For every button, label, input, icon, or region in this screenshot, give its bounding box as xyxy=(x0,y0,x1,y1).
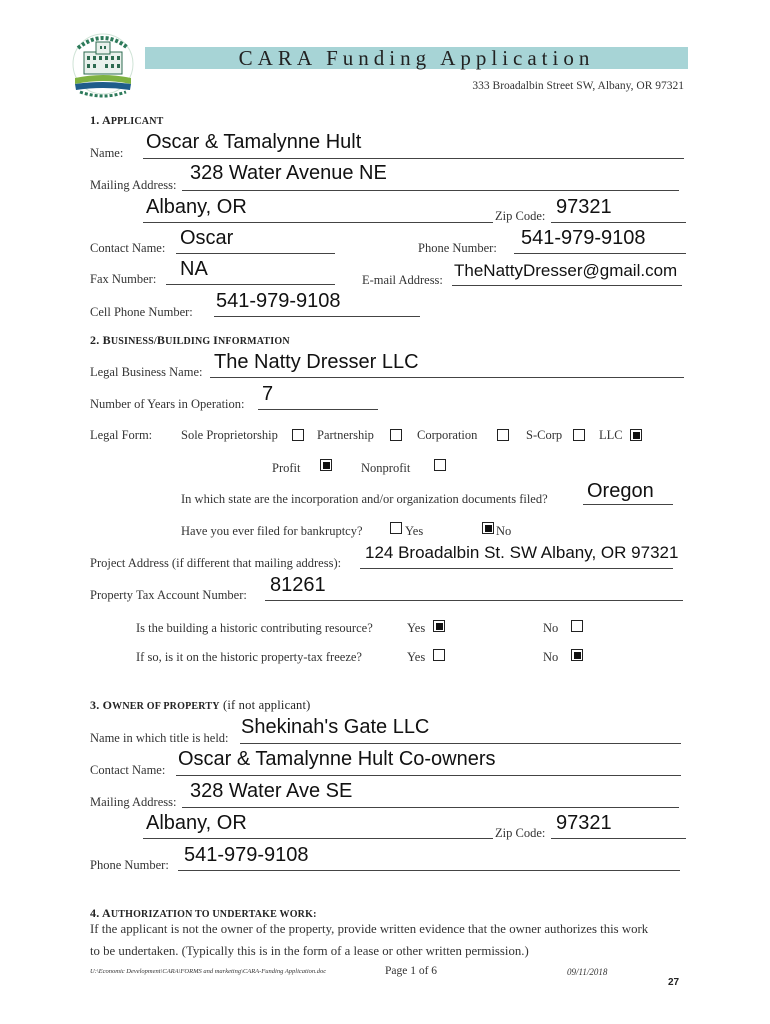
owner-zip-field[interactable]: 97321 xyxy=(556,812,612,834)
tax-account-field[interactable]: 81261 xyxy=(270,574,326,596)
owner-zip-label: Zip Code: xyxy=(495,826,546,840)
city-field[interactable]: Albany, OR xyxy=(146,196,247,218)
tax-account-label: Property Tax Account Number: xyxy=(90,588,247,602)
state-question: In which state are the incorporation and/or organization documents filed? xyxy=(181,492,548,506)
cell-phone-label: Cell Phone Number: xyxy=(90,305,193,319)
city-line xyxy=(143,222,493,223)
freeze-no-label: No xyxy=(543,650,559,664)
phone-number-field[interactable]: 541-979-9108 xyxy=(521,227,646,249)
years-in-operation-line xyxy=(258,409,378,410)
owner-phone-label: Phone Number: xyxy=(90,858,169,872)
email-line xyxy=(452,285,682,286)
owner-zip-line xyxy=(551,838,686,839)
corporation-checkbox[interactable] xyxy=(497,429,509,441)
s-corp-label: S-Corp xyxy=(526,428,563,442)
cell-phone-field[interactable]: 541-979-9108 xyxy=(216,290,341,312)
fax-number-line xyxy=(166,284,335,285)
corporation-label: Corporation xyxy=(417,428,478,442)
fax-number-field[interactable]: NA xyxy=(180,258,208,280)
profit-label: Profit xyxy=(272,461,301,475)
owner-contact-label: Contact Name: xyxy=(90,763,166,777)
phone-number-line xyxy=(514,253,686,254)
section4-heading: 4. AUTHORIZATION TO UNDERTAKE WORK: xyxy=(90,906,317,920)
years-in-operation-field[interactable]: 7 xyxy=(262,383,274,405)
legal-business-name-field[interactable]: The Natty Dresser LLC xyxy=(214,351,419,373)
email-label: E-mail Address: xyxy=(362,273,443,287)
fax-number-label: Fax Number: xyxy=(90,272,157,286)
project-address-line xyxy=(360,568,673,569)
email-field[interactable]: TheNattyDresser@gmail.com xyxy=(454,261,678,280)
footer-file-path: U:\Economic Development\CARA\FORMS and marketing\CARA-Funding Application.doc xyxy=(90,968,327,975)
title-holder-line xyxy=(240,743,681,744)
freeze-question: If so, is it on the historic property-tax freeze? xyxy=(136,650,362,664)
historic-yes-label: Yes xyxy=(407,621,426,635)
title-holder-field[interactable]: Shekinah's Gate LLC xyxy=(241,716,430,738)
project-address-label: Project Address (if different that mailing address): xyxy=(90,556,342,570)
city-logo xyxy=(70,28,136,100)
sole-proprietorship-label: Sole Proprietorship xyxy=(181,428,278,442)
zip-field[interactable]: 97321 xyxy=(556,196,612,218)
llc-checkbox[interactable] xyxy=(630,429,642,441)
mailing-address-line xyxy=(182,190,679,191)
bankruptcy-question: Have you ever filed for bankruptcy? xyxy=(181,524,363,538)
historic-yes-checkbox[interactable] xyxy=(433,620,445,632)
legal-business-name-label: Legal Business Name: xyxy=(90,365,203,379)
legal-business-name-line xyxy=(210,377,684,378)
zip-label: Zip Code: xyxy=(495,209,546,223)
section3-heading: 3. OWNER OF PROPERTY (if not applicant) xyxy=(90,698,311,712)
header-address: 333 Broadalbin Street SW, Albany, OR 97321 xyxy=(472,80,684,92)
freeze-yes-label: Yes xyxy=(407,650,426,664)
owner-mailing-label: Mailing Address: xyxy=(90,795,177,809)
contact-name-field[interactable]: Oscar xyxy=(180,227,234,249)
owner-phone-line xyxy=(178,870,680,871)
project-address-field[interactable]: 124 Broadalbin St. SW Albany, OR 97321 xyxy=(365,543,679,562)
bankruptcy-no-label: No xyxy=(496,524,512,538)
years-in-operation-label: Number of Years in Operation: xyxy=(90,397,245,411)
section2-heading: 2. BUSINESS/BUILDING INFORMATION xyxy=(90,333,290,347)
owner-phone-field[interactable]: 541-979-9108 xyxy=(184,844,309,866)
authorization-text-1: If the applicant is not the owner of the property, provide written evidence that the owner authorizes this work xyxy=(90,922,649,936)
phone-number-label: Phone Number: xyxy=(418,241,497,255)
historic-no-checkbox[interactable] xyxy=(571,620,583,632)
form-title: CARA Funding Application xyxy=(238,46,595,70)
legal-form-label: Legal Form: xyxy=(90,428,153,442)
profit-checkbox[interactable] xyxy=(320,459,332,471)
freeze-no-checkbox[interactable] xyxy=(571,649,583,661)
historic-question: Is the building a historic contributing resource? xyxy=(136,621,373,635)
mailing-address-label: Mailing Address: xyxy=(90,178,177,192)
partnership-checkbox[interactable] xyxy=(390,429,402,441)
bankruptcy-yes-label: Yes xyxy=(405,524,424,538)
contact-name-label: Contact Name: xyxy=(90,241,166,255)
title-banner xyxy=(145,47,688,69)
owner-mailing-line xyxy=(182,807,679,808)
owner-city-field[interactable]: Albany, OR xyxy=(146,812,247,834)
section1-heading: 1. APPLICANT xyxy=(90,113,164,127)
applicant-name-line xyxy=(143,158,684,159)
owner-contact-field[interactable]: Oscar & Tamalynne Hult Co-owners xyxy=(178,748,496,770)
title-holder-label: Name in which title is held: xyxy=(90,731,229,745)
nonprofit-label: Nonprofit xyxy=(361,461,411,475)
s-corp-checkbox[interactable] xyxy=(573,429,585,441)
bankruptcy-no-checkbox[interactable] xyxy=(482,522,494,534)
sole-proprietorship-checkbox[interactable] xyxy=(292,429,304,441)
state-line xyxy=(583,504,673,505)
owner-contact-line xyxy=(176,775,681,776)
state-field[interactable]: Oregon xyxy=(587,480,654,502)
authorization-text-2: to be undertaken. (Typically this is in the form of a lease or other written permission.) xyxy=(90,944,529,958)
cell-phone-line xyxy=(214,316,420,317)
tax-account-line xyxy=(265,600,683,601)
nonprofit-checkbox[interactable] xyxy=(434,459,446,471)
freeze-yes-checkbox[interactable] xyxy=(433,649,445,661)
partnership-label: Partnership xyxy=(317,428,374,442)
applicant-name-label: Name: xyxy=(90,146,124,160)
llc-label: LLC xyxy=(599,428,623,442)
owner-mailing-field[interactable]: 328 Water Ave SE xyxy=(190,780,353,802)
footer-page-number: Page 1 of 6 xyxy=(385,965,438,977)
mailing-address-field[interactable]: 328 Water Avenue NE xyxy=(190,162,387,184)
historic-no-label: No xyxy=(543,621,559,635)
contact-name-line xyxy=(176,253,335,254)
bankruptcy-yes-checkbox[interactable] xyxy=(390,522,402,534)
zip-line xyxy=(551,222,686,223)
owner-city-line xyxy=(143,838,493,839)
applicant-name-field[interactable]: Oscar & Tamalynne Hult xyxy=(146,131,362,153)
page-stamp-number: 27 xyxy=(668,977,680,988)
footer-date: 09/11/2018 xyxy=(567,967,608,977)
